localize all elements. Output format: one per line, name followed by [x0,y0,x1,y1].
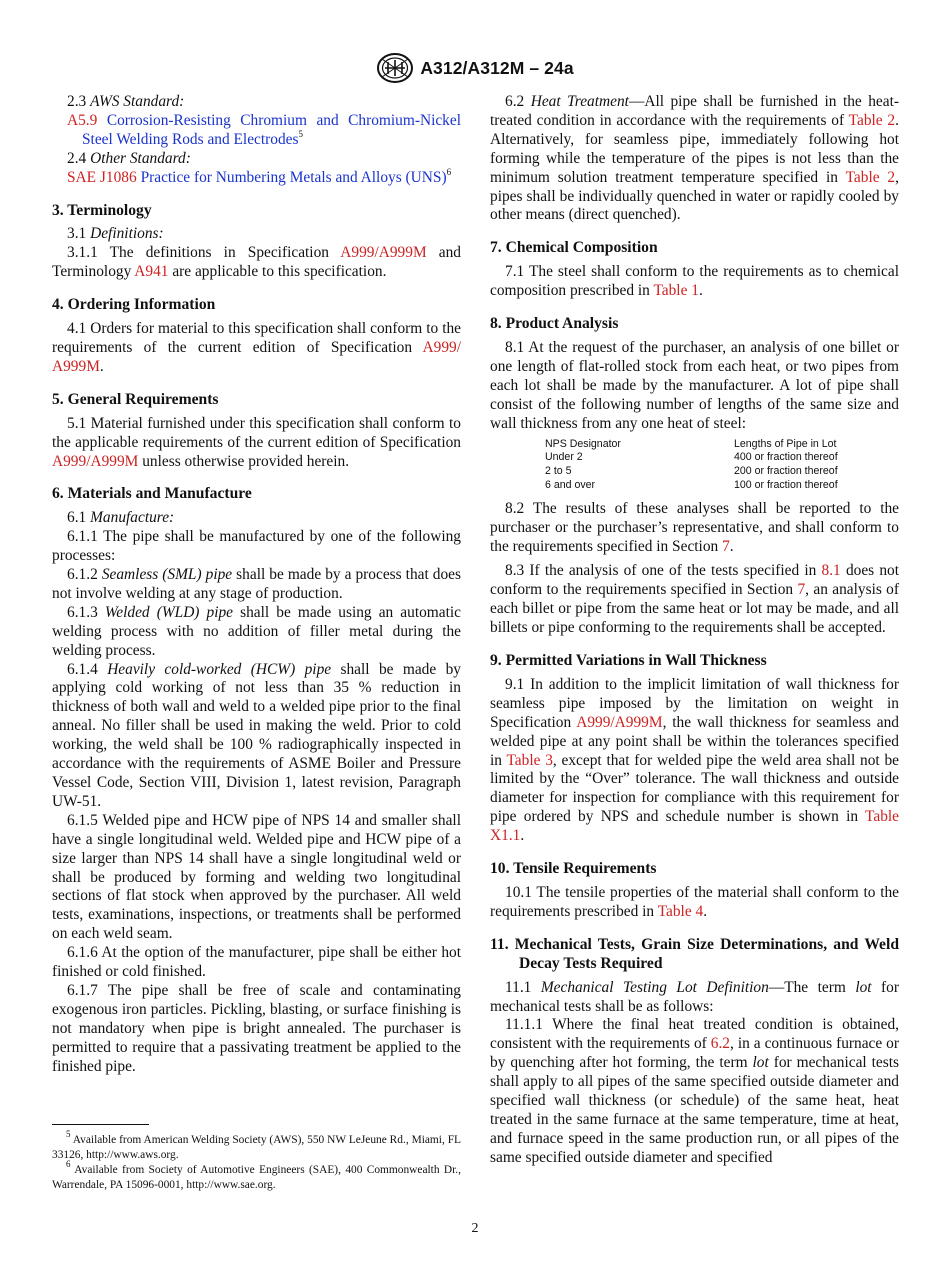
link-a5-9-title[interactable]: Corrosion-Resisting Chromium and Chromium-Nickel Steel Welding Rods and Electrodes [82,111,461,148]
section-3-1: 3.1 Definitions: [67,225,164,243]
section-2-4: 2.4 Other Standard: [67,149,191,167]
standard-designation: A312/A312M – 24a [420,57,574,78]
table-header-cell: Lengths of Pipe in Lot [734,437,837,450]
section-9-1: 9.1 In addition to the implicit limitation of wall thickness for seamless pipe imposed by the limitation on weight in Specification A999/A999M, the wall thickness for seamless and welded pipe at any point shall be within the tolerances specified in Table 3, except that for welded pipe the weld area shall not be limited by the “Over” tolerance. The wall thickness and outside diameter for inspection for compliance with this requirement for pipe ordered by NPS and schedule number is shown in Table X1.1. [490,675,899,845]
footnote-marker-5: 5 [298,128,303,139]
section-6-1-2: 6.1.2 Seamless (SML) pipe shall be made by a process that does not involve welding at any stage of production. [52,566,461,602]
heading-product-analysis: 8. Product Analysis [490,315,619,333]
link-a5-9[interactable]: A5.9 [67,111,98,129]
lot-size-table [545,438,838,493]
section-8-3: 8.3 If the analysis of one of the tests specified in 8.1 does not conform to the requirements specified in Section 7, an analysis of each billet or pipe from the same heat or lot may be made, and all billets or pipe conforming to the requirements shall be accepted. [490,562,900,637]
page-number: 2 [471,1221,479,1236]
table-cell: 200 or fraction thereof [734,465,838,478]
link-section-7[interactable]: 7 [722,537,730,555]
section-8-1: 8.1 At the request of the purchaser, an analysis of one billet or one length of flat-rolled stock from each heat, or two pipes from each lot shall be made by the manufacturer. A lot of pipe shall consist of the following number of lengths of the same size and wall thickness from any one heat of steel: [490,338,899,432]
section-3-1-1: 3.1.1 The definitions in Specification A999/A999M and Terminology A941 are applicable to this specification. [52,244,461,281]
table-row [545,465,838,479]
link-a999[interactable]: A999/A999M [52,452,139,470]
left-column [52,93,461,1077]
link-a941[interactable]: A941 [134,263,169,281]
link-a999[interactable]: A999/A999M [340,244,427,262]
section-6-1-6: 6.1.6 At the option of the manufacturer, pipe shall be either hot finished or cold finished. [52,944,461,981]
link-a999[interactable]: A999/ A999M [52,338,461,375]
footnote-6: $^6$ Available from Society of Automotive Engineers (SAE), 400 Commonwealth Dr., Warrendale, PA 15096-0001, http://www.sae.org. [52,1159,461,1191]
section-8-2: 8.2 The results of these analyses shall be reported to the purchaser or the purchaser’s representative, and shall conform to the requirements specified in Section 7. [490,499,899,555]
section-6-1-3: 6.1.3 Welded (WLD) pipe shall be made using an automatic welding process with no addition of filler metal during the welding process. [52,603,461,659]
section-6-1-1: 6.1.1 The pipe shall be manufactured by one of the following processes: [52,528,461,565]
section-2-3: 2.3 AWS Standard: [67,93,185,110]
table-cell: 2 to 5 [545,465,572,478]
link-section-8-1[interactable]: 8.1 [821,562,841,580]
heading-permitted-variations: 9. Permitted Variations in Wall Thickness [490,652,767,670]
section-6-1-5: 6.1.5 Welded pipe and HCW pipe of NPS 14 and smaller shall have a single longitudinal weld. Welded pipe and HCW pipe of a size larger than NPS 14 shall have a single longitudinal weld or shall be produced by forming and welding two longitudinal sections of flat stock when approved by the purchaser. All weld tests, examinations, inspections, or treatments shall be performed on each weld seam. [52,811,461,943]
table-cell: Under 2 [545,451,583,464]
link-table-x1-1[interactable]: Table X1.1 [490,808,899,845]
section-11-1: 11.1 Mechanical Testing Lot Definition—The term lot for mechanical tests shall be as follows: [490,978,899,1015]
link-table-1[interactable]: Table 1 [653,282,699,300]
heading-mechanical-tests: 11. Mechanical Tests, Grain Size Determinations, and Weld Decay Tests Required [490,935,899,972]
table-cell: 400 or fraction thereof [734,451,838,464]
table-row [545,479,838,493]
link-sae-j1086-title[interactable]: Practice for Numbering Metals and Alloys (UNS) [140,168,447,186]
section-7-1: 7.1 The steel shall conform to the requirements as to chemical composition prescribed in Table 1. [490,263,899,300]
astm-logo-icon [376,52,414,84]
link-table-4[interactable]: Table 4 [657,902,704,920]
link-section-7[interactable]: 7 [797,581,806,599]
reference-sae-j1086 [52,166,461,188]
section-6-1: 6.1 Manufacture: [67,509,175,527]
section-6-1-7: 6.1.7 The pipe shall be free of scale and contaminating exogenous iron particles. Pickling, blasting, or surface finishing is not mandatory when pipe is bright annealed. The purchaser is permitted to require that a passivating treatment be applied to the finished pipe. [52,981,461,1075]
footnote-marker-6: 6 [446,166,452,177]
page-header [0,52,950,84]
table-row [545,451,838,465]
footnotes [52,1129,461,1193]
table-header-cell: NPS Designator [545,437,621,450]
footnote-rule [52,1124,149,1125]
heading-terminology: 3. Terminology [52,201,152,219]
heading-tensile-requirements: 10. Tensile Requirements [490,860,657,878]
section-11-1-1: 11.1.1 Where the final heat treated condition is obtained, consistent with the requirements of 6.2, in a continuous furnace or by quenching after hot forming, the term lot for mechanical tests shall apply to all pipes of the same specified outside diameter and specified wall thickness (or schedule) of the same heat, heat treated in the same furnace at the same temperature, time at heat, and furnace speed in the same production run, or all pipes of the same specified outside diameter and specified [490,1016,900,1166]
heading-ordering-information: 4. Ordering Information [52,296,216,314]
section-6-1-4: 6.1.4 Heavily cold-worked (HCW) pipe shall be made by applying cold working of not less than 35 % reduction in thickness of both wall and weld to a welded pipe prior to the final anneal. No filler shall be used in making the weld. Prior to cold working, the weld shall be 100 % radiographically inspected in accordance with the requirements of ASME Boiler and Pressure Vessel Code, Section VIII, Division 1, latest revision, Paragraph UW-51. [52,660,461,810]
link-table-2[interactable]: Table 2 [848,111,896,129]
table-cell: 100 or fraction thereof [734,478,838,491]
reference-a5-9 [52,112,461,150]
section-5-1: 5.1 Material furnished under this specification shall conform to the applicable requirements of the current edition of Specification A999/A999M unless otherwise provided herein. [52,414,461,470]
heading-materials-manufacture: 6. Materials and Manufacture [52,485,252,503]
link-table-2[interactable]: Table 2 [845,168,896,186]
section-4-1: 4.1 Orders for material to this specification shall conform to the requirements of the current edition of Specification A999/ A999M. [52,320,461,375]
link-table-3[interactable]: Table 3 [506,751,553,769]
heading-chemical-composition: 7. Chemical Composition [490,239,658,257]
table-header-row [545,438,838,452]
link-sae-j1086[interactable]: SAE J1086 [67,168,137,186]
table-cell: 6 and over [545,478,596,491]
link-a999[interactable]: A999/A999M [576,713,663,731]
right-column [490,93,899,1168]
heading-general-requirements: 5. General Requirements [52,390,219,408]
link-section-6-2[interactable]: 6.2 [710,1035,730,1053]
section-6-2: 6.2 Heat Treatment—All pipe shall be furnished in the heat-treated condition in accordance with the requirements of Table 2. Alternatively, for seamless pipe, immediately following hot forming while the temperature of the pipes is not less than the minimum solution treatment temperature specified in Table 2, pipes shall be individually quenched in water or rapidly cooled by other means (direct quenched). [490,93,899,224]
section-10-1: 10.1 The tensile properties of the material shall conform to the requirements prescribed in Table 4. [490,884,899,920]
footnote-5: $^5$ Available from American Welding Society (AWS), 550 NW LeJeune Rd., Miami, FL 33126, http://www.aws.org. [52,1129,461,1161]
